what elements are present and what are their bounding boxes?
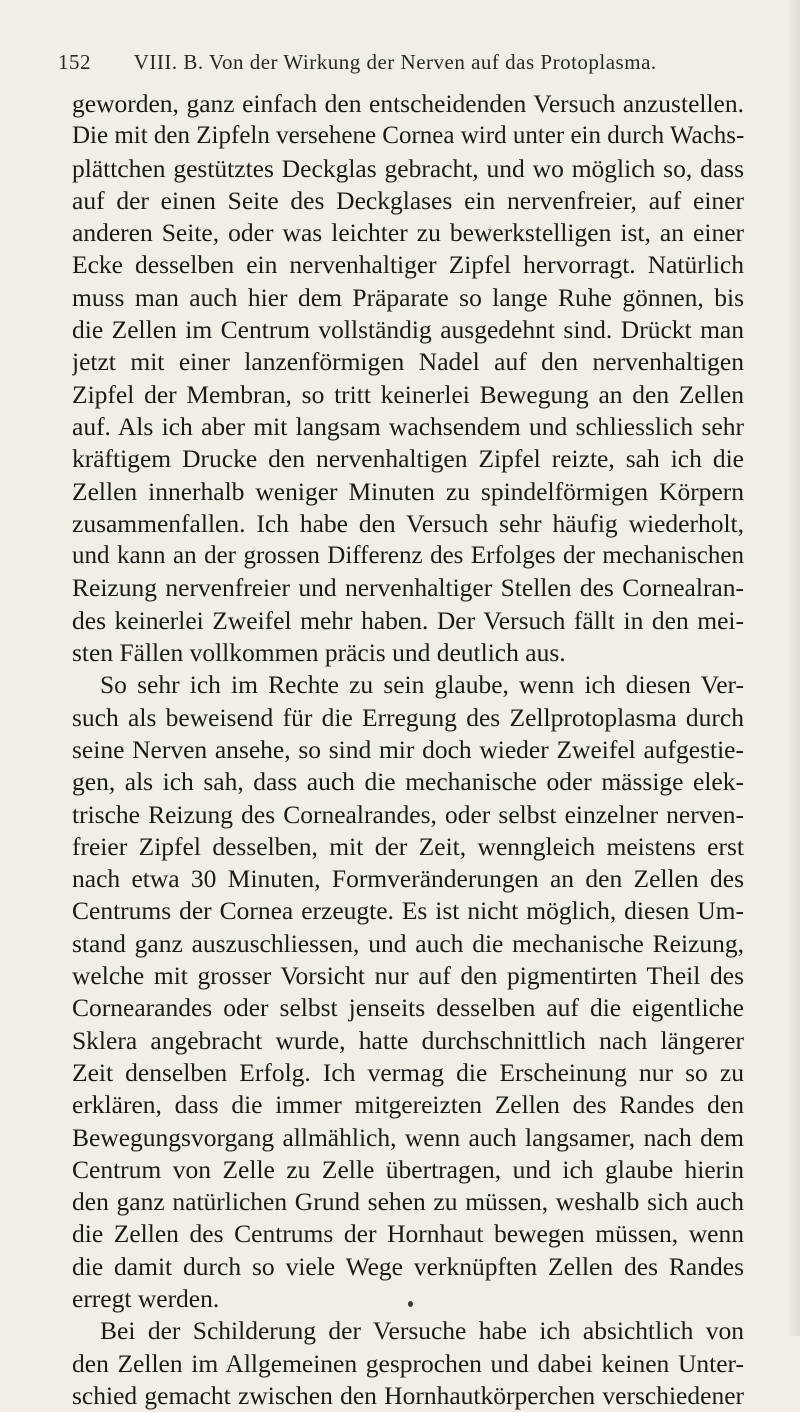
text-line: such als beweisend für die Erregung des Zellprotoplasma durch <box>72 702 744 732</box>
text-line: stand ganz auszuschliessen, und auch die mechanische Reizung, <box>72 928 744 958</box>
text-line: auf der einen Seite des Deckglases ein nervenfreier, auf einer <box>72 185 744 215</box>
text-line: des keinerlei Zweifel mehr haben. Der Versuch fällt in den mei- <box>72 605 744 635</box>
paragraph-end-line: erregt werden. <box>72 1283 220 1313</box>
text-line: kräftigem Drucke den nervenhaltigen Zipfel reizte, sah ich die <box>72 444 744 474</box>
text-line: Cornearandes oder selbst jenseits desselben auf die eigentliche <box>72 993 744 1023</box>
text-line: die Zellen des Centrums der Hornhaut bewegen müssen, wenn <box>72 1219 744 1249</box>
text-line: Sklera angebracht wurde, hatte durchschnittlich nach längerer <box>72 1025 744 1055</box>
running-head: VIII. B. Von der Wirkung der Nerven auf das Protoplasma. <box>133 50 657 74</box>
body-text <box>72 88 744 1412</box>
text-line: Reizung nervenfreier und nervenhaltiger Stellen des Cornealran- <box>72 573 744 603</box>
text-line: seine Nerven ansehe, so sind mir doch wieder Zweifel aufgestie- <box>72 734 744 764</box>
text-line: schied gemacht zwischen den Hornhautkörperchen verschiedener <box>72 1380 744 1410</box>
text-line: freier Zipfel desselben, mit der Zeit, wenngleich meistens erst <box>72 831 744 861</box>
text-line: nach etwa 30 Minuten, Formveränderungen an den Zellen des <box>72 864 744 894</box>
text-line: zusammenfallen. Ich habe den Versuch sehr häufig wiederholt, <box>72 508 744 538</box>
page-edge-shadow <box>786 0 800 1336</box>
text-line: Zeit denselben Erfolg. Ich vermag die Erscheinung nur so zu <box>72 1057 744 1087</box>
text-line: welche mit grosser Vorsicht nur auf den pigmentirten Theil des <box>72 961 744 991</box>
text-line: Centrums der Cornea erzeugte. Es ist nicht möglich, diesen Um- <box>72 896 744 926</box>
text-line: erklären, dass die immer mitgereizten Zellen des Randes den <box>72 1090 744 1120</box>
text-line: Centrum von Zelle zu Zelle übertragen, und ich glaube hierin <box>72 1154 744 1184</box>
text-line: Die mit den Zipfeln versehene Cornea wird unter ein durch Wachs- <box>72 122 744 150</box>
text-line: anderen Seite, oder was leichter zu bewerkstelligen ist, an einer <box>72 218 744 248</box>
text-line: gen, als ich sah, dass auch die mechanische oder mässige elek- <box>72 767 744 797</box>
text-line: und kann an der grossen Differenz des Erfolges der mechanischen <box>72 542 744 570</box>
text-line: die damit durch so viele Wege verknüpften Zellen des Randes <box>72 1251 744 1281</box>
text-line: geworden, ganz einfach den entscheidenden Versuch anzustellen. <box>72 89 744 118</box>
text-line: Ecke desselben ein nervenhaltiger Zipfel hervorragt. Natürlich <box>72 250 744 280</box>
text-line: plättchen gestütztes Deckglas gebracht, und wo möglich so, dass <box>72 153 744 183</box>
text-line: trische Reizung des Cornealrandes, oder selbst einzelner nerven- <box>72 799 744 829</box>
ink-speck <box>408 1301 413 1307</box>
text-line: den Zellen im Allgemeinen gesprochen und dabei keinen Unter- <box>72 1348 744 1378</box>
text-line: die Zellen im Centrum vollständig ausgedehnt sind. Drückt man <box>72 315 744 345</box>
text-line: Zipfel der Membran, so tritt keinerlei Bewegung an den Zellen <box>72 379 744 409</box>
text-line: Bewegungsvorgang allmählich, wenn auch langsamer, nach dem <box>72 1122 744 1152</box>
text-line: Zellen innerhalb weniger Minuten zu spindelförmigen Körpern <box>72 476 744 506</box>
page-header <box>58 50 758 75</box>
text-line: den ganz natürlichen Grund sehen zu müssen, weshalb sich auch <box>72 1187 744 1217</box>
text-line: muss man auch hier dem Präparate so lange Ruhe gönnen, bis <box>72 282 744 312</box>
text-line: jetzt mit einer lanzenförmigen Nadel auf den nervenhaltigen <box>72 347 744 377</box>
paragraph-start-line: So sehr ich im Rechte zu sein glaube, wenn ich diesen Ver- <box>100 670 744 700</box>
text-line: auf. Als ich aber mit langsam wachsendem und schliesslich sehr <box>72 411 744 441</box>
page-number: 152 <box>58 50 91 74</box>
paragraph-end-line: sten Fällen vollkommen präcis und deutlich aus. <box>72 638 566 668</box>
paragraph-start-line: Bei der Schilderung der Versuche habe ich absichtlich von <box>100 1316 744 1346</box>
